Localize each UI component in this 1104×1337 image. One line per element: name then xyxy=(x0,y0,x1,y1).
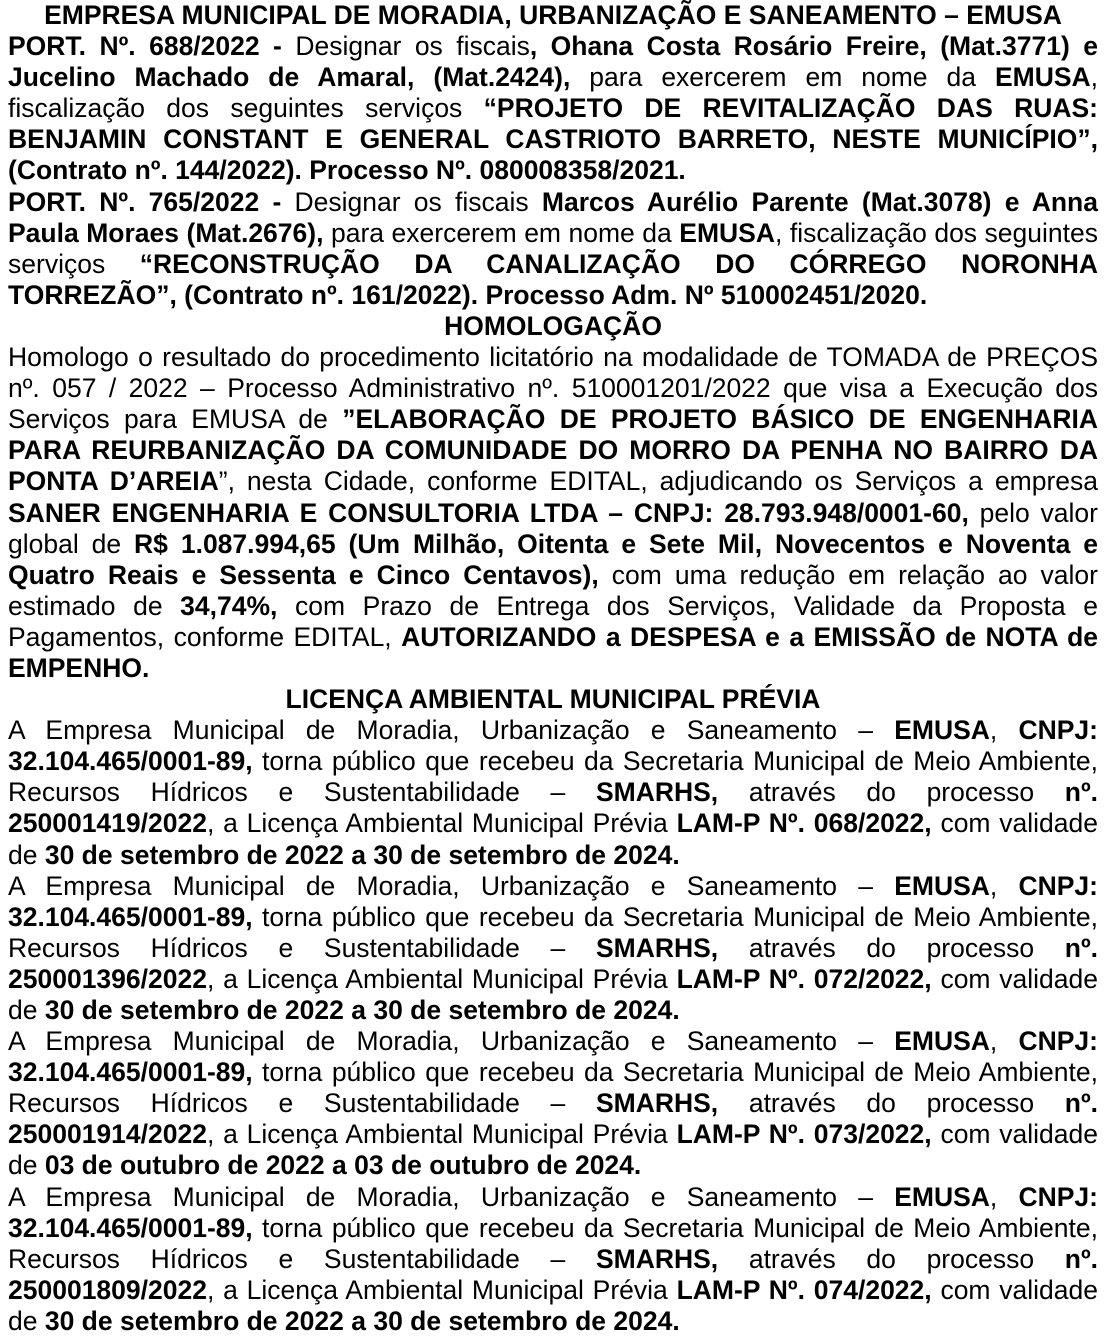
licenca-text: , xyxy=(989,870,1019,901)
portaria-number: PORT. Nº. 765/2022 - xyxy=(8,186,282,217)
licenca-text: torna público que recebeu da Secretaria Municipal de Meio Ambiente, Recursos Hídricos e Sustentabilidade – xyxy=(8,746,1098,808)
portaria-text: , fiscalização dos seguintes serviços xyxy=(8,62,1099,124)
licenca-validade: 03 de outubro de 2022 a 03 de outubro de 2024. xyxy=(44,1150,642,1181)
licenca-smarhs: SMARHS, xyxy=(595,777,719,808)
homologacao-reduction: 34,74%, xyxy=(180,590,278,621)
licenca-validade: 30 de setembro de 2022 a 30 de setembro de 2024. xyxy=(44,1305,680,1336)
portaria-object: “RECONSTRUÇÃO DA CANALIZAÇÃO DO CÓRREGO NORONHA TORREZÃO”, (Contrato nº. 161/2022). Processo Adm. Nº 510002451/2020. xyxy=(8,248,1098,310)
licenca-text: A Empresa Municipal de Moradia, Urbanização e Saneamento – xyxy=(8,1181,895,1212)
homologacao-text: com Prazo de Entrega dos Serviços, Validade da Proposta e Pagamentos, conforme EDITAL, xyxy=(8,590,1098,652)
homologacao-paragraph xyxy=(8,342,1098,684)
licenca-emusa: EMUSA xyxy=(894,870,990,901)
licenca-lam: LAM-P Nº. 072/2022, xyxy=(676,963,932,994)
licenca-text: , a Licença Ambiental Municipal Prévia xyxy=(206,963,677,994)
licenca-lam: LAM-P Nº. 074/2022, xyxy=(676,1274,932,1305)
licenca-validade: 30 de setembro de 2022 a 30 de setembro de 2024. xyxy=(44,839,680,870)
licenca-text: através do processo xyxy=(718,932,1065,963)
portaria-object: “PROJETO DE REVITALIZAÇÃO DAS RUAS: BENJAMIN CONSTANT E GENERAL CASTRIOTO BARRETO, NESTE MUNICÍPIO”, (Contrato nº. 144/2022). Processo Nº. 080008358/2021. xyxy=(8,93,1098,186)
licenca-text: A Empresa Municipal de Moradia, Urbanização e Saneamento – xyxy=(8,715,895,746)
licenca-text: , a Licença Ambiental Municipal Prévia xyxy=(206,1274,677,1305)
licenca-lam: LAM-P Nº. 073/2022, xyxy=(676,1119,932,1150)
licenca-text: , xyxy=(989,1026,1019,1057)
licenca-heading: LICENÇA AMBIENTAL MUNICIPAL PRÉVIA xyxy=(285,684,821,715)
licenca-emusa: EMUSA xyxy=(894,1181,990,1212)
portaria-fiscais: , Ohana Costa Rosário Freire, (Mat.3771) e Jucelino Machado de Amaral, (Mat.2424), xyxy=(8,31,1098,93)
licenca-text: com validade de xyxy=(8,963,1099,1025)
portaria-765 xyxy=(8,187,1098,311)
homologacao-company: SANER ENGENHARIA E CONSULTORIA LTDA – CNPJ: 28.793.948/0001-60, xyxy=(8,497,969,528)
licenca-text: torna público que recebeu da Secretaria Municipal de Meio Ambiente, Recursos Hídricos e Sustentabilidade – xyxy=(8,1057,1098,1119)
licenca-text: A Empresa Municipal de Moradia, Urbanização e Saneamento – xyxy=(8,1026,895,1057)
licenca-text: torna público que recebeu da Secretaria Municipal de Meio Ambiente, Recursos Hídricos e Sustentabilidade – xyxy=(8,901,1098,963)
licenca-smarhs: SMARHS, xyxy=(595,932,719,963)
licenca-text: com validade de xyxy=(8,808,1099,870)
portaria-text: para exercerem em nome da xyxy=(323,217,680,248)
licenca-smarhs: SMARHS, xyxy=(595,1088,719,1119)
licenca-cnpj: CNPJ: 32.104.465/0001-89, xyxy=(8,715,1098,777)
homologacao-text: ”, nesta Cidade, conforme EDITAL, adjudicando os Serviços a empresa xyxy=(218,466,1098,497)
document-title: EMPRESA MUNICIPAL DE MORADIA, URBANIZAÇÃO E SANEAMENTO – EMUSA xyxy=(44,0,1062,30)
licenca-text: A Empresa Municipal de Moradia, Urbanização e Saneamento – xyxy=(8,870,895,901)
licenca-processo: nº. 250001419/2022 xyxy=(8,777,1099,839)
licenca-cnpj: CNPJ: 32.104.465/0001-89, xyxy=(8,1181,1098,1243)
portaria-688 xyxy=(8,31,1098,186)
licenca-validade: 30 de setembro de 2022 a 30 de setembro de 2024. xyxy=(44,995,680,1025)
licenca-lam: LAM-P Nº. 068/2022, xyxy=(676,808,932,839)
licenca-emusa: EMUSA xyxy=(894,1026,990,1057)
homologacao-text: com uma redução em relação ao valor estimado de xyxy=(8,559,1098,621)
licenca-text: através do processo xyxy=(718,1243,1065,1274)
licenca-item xyxy=(8,871,1098,1026)
licenca-item xyxy=(8,715,1098,870)
licenca-text: com validade de xyxy=(8,1274,1099,1336)
homologacao-text: pelo valor global de xyxy=(8,497,1098,559)
portaria-text: , fiscalização dos seguintes serviços xyxy=(8,217,1098,279)
portaria-text: Designar os fiscais xyxy=(281,186,542,217)
licenca-text: , a Licença Ambiental Municipal Prévia xyxy=(206,1119,677,1150)
licenca-cnpj: CNPJ: 32.104.465/0001-89, xyxy=(8,870,1098,932)
licenca-smarhs: SMARHS, xyxy=(595,1243,719,1274)
homologacao-authorization: AUTORIZANDO a DESPESA e a EMISSÃO de NOTA de EMPENHO. xyxy=(8,621,1098,683)
licenca-item xyxy=(8,1182,1098,1337)
licenca-text: , xyxy=(989,1181,1019,1212)
licenca-cnpj: CNPJ: 32.104.465/0001-89, xyxy=(8,1026,1098,1088)
licenca-emusa: EMUSA xyxy=(894,715,990,746)
licenca-text: com validade de xyxy=(8,1119,1099,1181)
licenca-processo: nº. 250001914/2022 xyxy=(8,1088,1099,1150)
portaria-number: PORT. Nº. 688/2022 - xyxy=(8,31,282,62)
licenca-item xyxy=(8,1026,1098,1181)
homologacao-project: ”ELABORAÇÃO DE PROJETO BÁSICO DE ENGENHARIA PARA REURBANIZAÇÃO DA COMUNIDADE DO MORRO DA PENHA NO BAIRRO DA PONTA D’AREIA xyxy=(8,404,1098,497)
licenca-text: através do processo xyxy=(718,1088,1065,1119)
homologacao-value: R$ 1.087.994,65 (Um Milhão, Oitenta e Sete Mil, Novecentos e Noventa e Quatro Reais e Sessenta e Cinco Centavos), xyxy=(8,528,1098,590)
licenca-processo: nº. 250001809/2022 xyxy=(8,1243,1099,1305)
licenca-processo: nº. 250001396/2022 xyxy=(8,932,1099,994)
portaria-text: para exercerem em nome da xyxy=(570,62,995,93)
portaria-org: EMUSA xyxy=(679,217,775,248)
portaria-org: EMUSA xyxy=(994,62,1091,93)
licenca-text: , xyxy=(989,715,1019,746)
portaria-fiscais: Marcos Aurélio Parente (Mat.3078) e Anna Paula Moraes (Mat.2676), xyxy=(8,186,1098,248)
homologacao-text: Homologo o resultado do procedimento licitatório na modalidade de TOMADA de PREÇOS nº. 057 / 2022 – Processo Administrativo nº. 510001201/2022 que visa a Execução dos Serviços para EMUSA de xyxy=(8,342,1098,435)
licenca-text: torna público que recebeu da Secretaria Municipal de Meio Ambiente, Recursos Hídricos e Sustentabilidade – xyxy=(8,1212,1098,1274)
licenca-text: , a Licença Ambiental Municipal Prévia xyxy=(206,808,677,839)
homologacao-heading: HOMOLOGAÇÃO xyxy=(444,310,662,341)
licenca-text: através do processo xyxy=(718,777,1065,808)
portaria-text: Designar os fiscais xyxy=(281,31,530,62)
